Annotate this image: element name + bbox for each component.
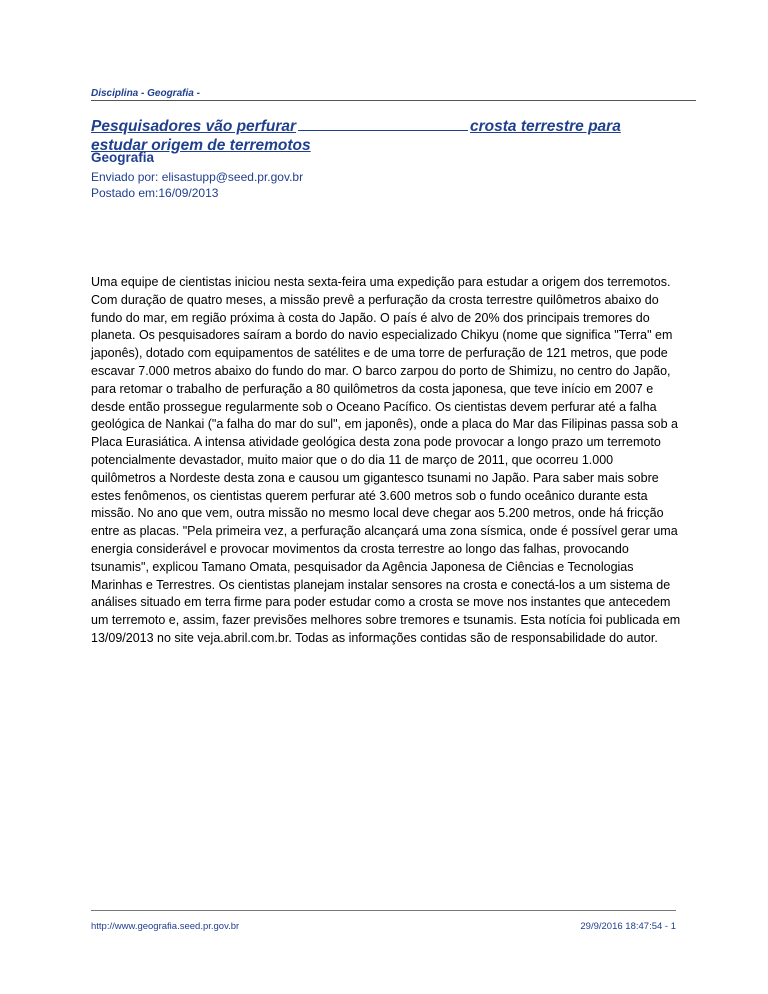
title-gap (298, 116, 468, 131)
post-title-part2[interactable]: crosta terrestre para (470, 118, 621, 135)
post-title-part3[interactable]: estudar origem de terremotos (91, 137, 311, 154)
post-title[interactable] (91, 116, 676, 155)
footer-url[interactable]: http://www.geografia.seed.pr.gov.br (91, 921, 240, 932)
footer-divider (91, 910, 676, 911)
header-label: Disciplina - Geografia - (91, 88, 200, 99)
footer-timestamp: 29/9/2016 18:47:54 - 1 (580, 921, 676, 932)
post-date: Postado em:16/09/2013 (91, 186, 219, 200)
header-divider (91, 100, 696, 101)
post-category: Geografia (91, 150, 155, 165)
post-author: Enviado por: elisastupp@seed.pr.gov.br (91, 170, 304, 184)
article-body: Uma equipe de cientistas iniciou nesta sexta-feira uma expedição para estudar a origem dos terremotos. Com duração de quatro meses, a missão prevê a perfuração da crosta terrestre quilômetros abaixo do fundo do mar, em região próxima à costa do Japão. O país é alvo de 20% dos principais tremores do planeta. Os pesquisadores saíram a bordo do navio especializado Chikyu (nome que significa "Terra" em japonês), dotado com equipamentos de satélites e de uma torre de perfuração de 121 metros, que pode escavar 7.000 metros abaixo do fundo do mar. O barco zarpou do porto de Shimizu, no centro do Japão, para retomar o trabalho de perfuração a 80 quilômetros da costa japonesa, que teve início em 2007 e desde então prossegue regularmente sob o Oceano Pacífico. Os cientistas devem perfurar até a falha geológica de Nankai ("a falha do mar do sul", em japonês), onde a placa do Mar das Filipinas passa sob a Placa Eurasiática. A intensa atividade geológica desta zona pode provocar a longo prazo um terremoto potencialmente devastador, muito maior que o do dia 11 de março de 2011, que ocorreu 1.000 quilômetros a Nordeste desta zona e causou um gigantesco tsunami no Japão. Para saber mais sobre estes fenômenos, os cientistas querem perfurar até 3.600 metros sob o fundo oceânico durante esta missão. No ano que vem, outra missão no mesmo local deve chegar aos 5.200 metros, onde há fricção entre as placas. "Pela primeira vez, a perfuração alcançará uma zona sísmica, onde é possível gerar uma energia considerável e provocar movimentos da crosta terrestre ao longo das falhas, provocando tsunamis", explicou Tamano Omata, pesquisador da Agência Japonesa de Ciências e Tecnologias Marinhas e Terrestres. Os cientistas planejam instalar sensores na crosta e conectá-los a um sistema de análises situado em terra firme para poder estudar como a crosta se move nos instantes que antecedem um terremoto e, assim, fazer previsões melhores sobre tremores e tsunamis. Esta notícia foi publicada em 13/09/2013 no site veja.abril.com.br. Todas as informações contidas são de responsabilidade do autor. (91, 275, 681, 645)
post-title-part1[interactable]: Pesquisadores vão perfurar (91, 118, 297, 135)
